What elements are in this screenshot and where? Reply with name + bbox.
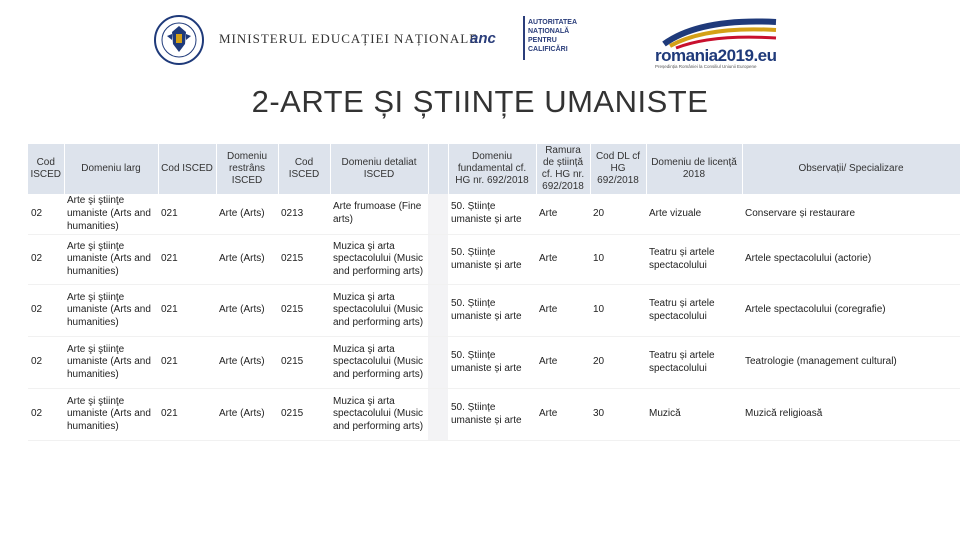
table-cell: Arte frumoase (Fine arts) bbox=[330, 194, 428, 235]
table-cell: 021 bbox=[158, 194, 216, 235]
table-cell: 021 bbox=[158, 285, 216, 337]
table-cell: Arte bbox=[536, 285, 590, 337]
table-cell: 50. Științe umaniste și arte bbox=[448, 337, 536, 389]
table-cell: Muzica şi arta spectacolului (Music and performing arts) bbox=[330, 337, 428, 389]
table-cell bbox=[428, 194, 448, 235]
page-title: 2-ARTE ȘI ȘTIINȚE UMANISTE bbox=[251, 84, 709, 119]
table-cell: 10 bbox=[590, 235, 646, 285]
table-cell: Artele spectacolului (coregrafie) bbox=[742, 285, 960, 337]
table-row bbox=[28, 285, 960, 337]
table-cell: Arte şi ştiinţe umaniste (Arts and humanities) bbox=[64, 389, 158, 441]
table-cell: 30 bbox=[590, 389, 646, 441]
table-row bbox=[28, 389, 960, 441]
header-cell: Domeniu fundamental cf. HG nr. 692/2018 bbox=[448, 144, 536, 194]
table-cell: 50. Științe umaniste și arte bbox=[448, 235, 536, 285]
table-cell: Teatrologie (management cultural) bbox=[742, 337, 960, 389]
table-cell: 0213 bbox=[278, 194, 330, 235]
table-row bbox=[28, 337, 960, 389]
table-cell: 10 bbox=[590, 285, 646, 337]
table-cell: 0215 bbox=[278, 389, 330, 441]
table-cell: Arte şi ştiinţe umaniste (Arts and humanities) bbox=[64, 194, 158, 235]
table-cell: Muzica şi arta spectacolului (Music and performing arts) bbox=[330, 389, 428, 441]
table-cell: Arte şi ştiinţe umaniste (Arts and humanities) bbox=[64, 285, 158, 337]
table-cell: Arte şi ştiinţe umaniste (Arts and humanities) bbox=[64, 235, 158, 285]
table-row bbox=[28, 194, 960, 235]
table-cell: Arte vizuale bbox=[646, 194, 742, 235]
table-cell: 02 bbox=[28, 194, 64, 235]
anc-logo: anc bbox=[470, 30, 496, 47]
table-cell: 021 bbox=[158, 235, 216, 285]
table-cell bbox=[428, 389, 448, 441]
government-crest-logo bbox=[153, 14, 213, 66]
header-cell: Cod ISCED bbox=[28, 144, 64, 194]
table-cell: 0215 bbox=[278, 285, 330, 337]
ministry-name: MINISTERUL EDUCAȚIEI NAȚIONALE bbox=[219, 31, 479, 46]
presidency-logo: romania2019.eu bbox=[655, 46, 777, 65]
header-cell: Domeniu larg bbox=[64, 144, 158, 194]
table-cell: Arte (Arts) bbox=[216, 235, 278, 285]
table-cell: 0215 bbox=[278, 337, 330, 389]
table-header-row bbox=[28, 144, 960, 194]
table-cell: Arte bbox=[536, 194, 590, 235]
table-cell bbox=[428, 337, 448, 389]
header-cell: Domeniu detaliat ISCED bbox=[330, 144, 428, 194]
table-cell: Conservare și restaurare bbox=[742, 194, 960, 235]
table-cell: 50. Științe umaniste și arte bbox=[448, 194, 536, 235]
table-cell: Arte (Arts) bbox=[216, 285, 278, 337]
table-cell: 50. Științe umaniste și arte bbox=[448, 389, 536, 441]
table-cell: 20 bbox=[590, 337, 646, 389]
presidency-subtitle: Președinția României la Consiliul Uniunii Europene bbox=[655, 64, 757, 69]
header-cell: Observații/ Specializare bbox=[742, 144, 960, 194]
table-cell: Arte şi ştiinţe umaniste (Arts and humanities) bbox=[64, 337, 158, 389]
table-cell: Teatru și artele spectacolului bbox=[646, 235, 742, 285]
header-cell: Cod DL cf HG 692/2018 bbox=[590, 144, 646, 194]
isced-table bbox=[28, 144, 960, 441]
table-cell: Arte bbox=[536, 337, 590, 389]
table-cell: 02 bbox=[28, 235, 64, 285]
table-cell: 021 bbox=[158, 337, 216, 389]
table-cell: Arte (Arts) bbox=[216, 194, 278, 235]
table-cell: 02 bbox=[28, 389, 64, 441]
table-cell: Teatru și artele spectacolului bbox=[646, 337, 742, 389]
table-cell: Muzica şi arta spectacolului (Music and performing arts) bbox=[330, 235, 428, 285]
table-cell: 0215 bbox=[278, 235, 330, 285]
presidency-wave-icon bbox=[660, 14, 780, 50]
table-cell bbox=[428, 285, 448, 337]
table-cell: Arte (Arts) bbox=[216, 337, 278, 389]
table-cell: 021 bbox=[158, 389, 216, 441]
table-cell: Teatru și artele spectacolului bbox=[646, 285, 742, 337]
table-cell: Muzică religioasă bbox=[742, 389, 960, 441]
table-cell: 50. Științe umaniste și arte bbox=[448, 285, 536, 337]
anc-name: AUTORITATEA NAȚIONALĂ PENTRU CALIFICĂRI bbox=[528, 19, 577, 53]
table-cell: 02 bbox=[28, 337, 64, 389]
header-cell: Cod ISCED bbox=[278, 144, 330, 194]
header-cell: Domeniu restrâns ISCED bbox=[216, 144, 278, 194]
header-cell bbox=[428, 144, 448, 194]
header-logos bbox=[0, 0, 960, 80]
table-cell: Arte bbox=[536, 235, 590, 285]
table-cell: 02 bbox=[28, 285, 64, 337]
table-row bbox=[28, 235, 960, 285]
table-cell: Muzica şi arta spectacolului (Music and performing arts) bbox=[330, 285, 428, 337]
header-cell: Domeniu de licență 2018 bbox=[646, 144, 742, 194]
table-cell: 20 bbox=[590, 194, 646, 235]
anc-divider bbox=[523, 16, 525, 60]
table-cell bbox=[428, 235, 448, 285]
table-cell: Muzică bbox=[646, 389, 742, 441]
header-cell: Ramura de știință cf. HG nr. 692/2018 bbox=[536, 144, 590, 194]
table-cell: Artele spectacolului (actorie) bbox=[742, 235, 960, 285]
header-cell: Cod ISCED bbox=[158, 144, 216, 194]
table-cell: Arte bbox=[536, 389, 590, 441]
table-cell: Arte (Arts) bbox=[216, 389, 278, 441]
